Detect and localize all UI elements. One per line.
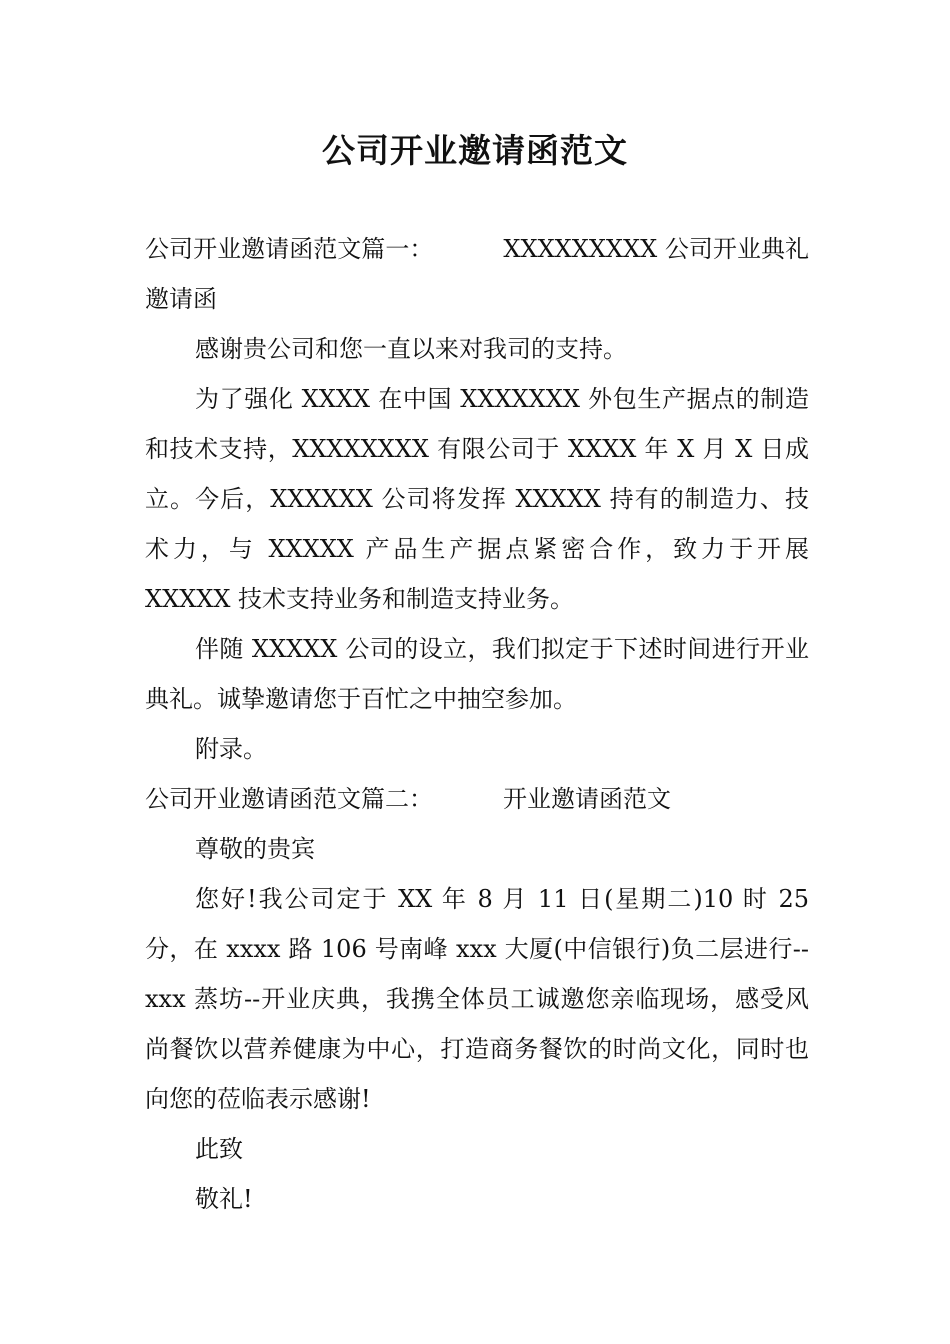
paragraph: 为了强化 XXXX 在中国 XXXXXXX 外包生产据点的制造和技术支持，XXXXXXXX 有限公司于 XXXX 年 X 月 X 日成立。今后，XXXXXX 公司将发挥 XXXXX 持有的制造力、技术力，与 XXXXX 产品生产据点紧密合作，致力于开展 XXXXX 技术支持业务和制造支持业务。 bbox=[145, 385, 809, 613]
section-heading-2 bbox=[145, 774, 809, 824]
document-body bbox=[145, 224, 809, 1224]
paragraph: 伴随 XXXXX 公司的设立，我们拟定于下述时间进行开业典礼。诚挚邀请您于百忙之中抽空参加。 bbox=[145, 635, 809, 713]
section-heading-text: 开业邀请函范文 bbox=[503, 785, 671, 813]
closing-line: 敬礼! bbox=[195, 1185, 253, 1213]
paragraph: 您好!我公司定于 XX 年 8 月 11 日(星期二)10 时 25 分，在 xxxx 路 106 号南峰 xxx 大厦(中信银行)负二层进行--xxx 蒸坊--开业庆典，我携全体员工诚邀您亲临现场，感受风尚餐饮以营养健康为中心，打造商务餐饮的时尚文化，同时也向您的莅临表示感谢! bbox=[145, 885, 809, 1113]
section-heading-label: 公司开业邀请函范文篇一： bbox=[145, 235, 434, 263]
paragraph: 感谢贵公司和您一直以来对我司的支持。 bbox=[195, 335, 627, 363]
closing-line: 此致 bbox=[195, 1135, 243, 1163]
document-title: 公司开业邀请函范文 bbox=[322, 131, 628, 170]
section-heading-text: XXXXXXXXX 公司开业典礼邀请函 bbox=[145, 235, 810, 313]
section-heading-label: 公司开业邀请函范文篇二： bbox=[145, 785, 433, 813]
salutation: 尊敬的贵宾 bbox=[195, 835, 315, 863]
section-heading-1 bbox=[145, 224, 809, 324]
paragraph: 附录。 bbox=[195, 735, 267, 763]
